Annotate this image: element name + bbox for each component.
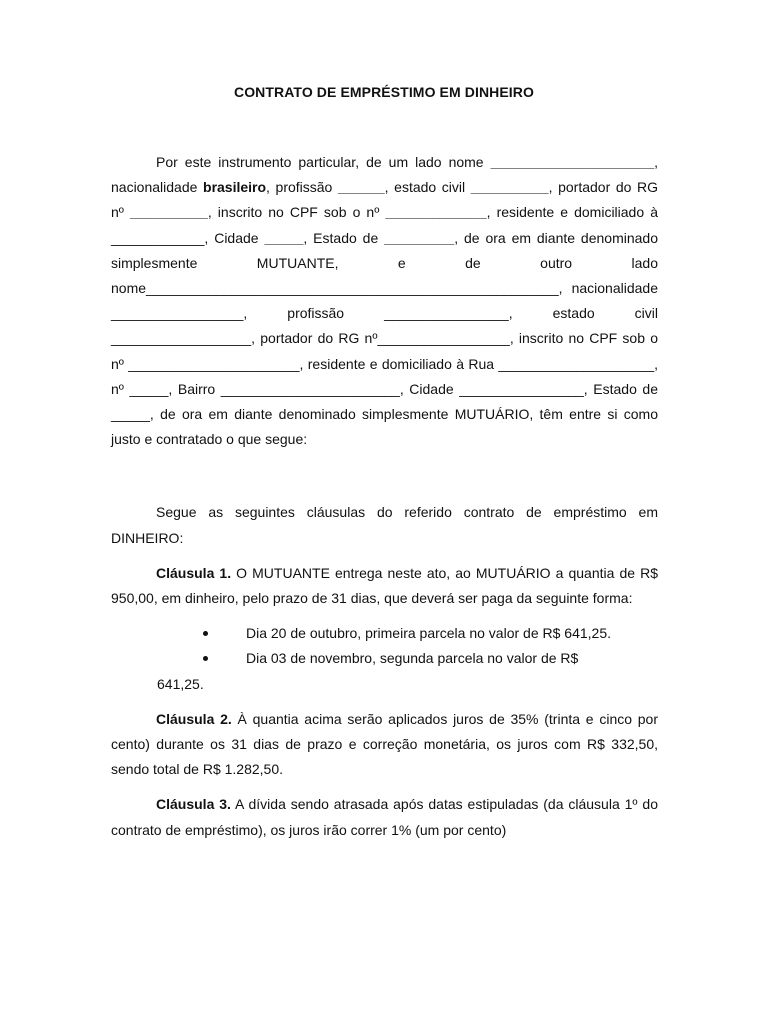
installment-1-text: Dia 20 de outubro, primeira parcela no valor de R$ 641,25. [246,625,611,642]
lender-state-blank: _________ [384,229,455,246]
lender-cpf-blank: _____________ [385,204,487,221]
contract-body [111,150,658,843]
clause-3-paragraph [111,792,658,842]
lender-profession-blank: ______ [337,179,385,196]
clause-2-label: Cláusula 2. [156,710,232,727]
intro-text-3: , profissão [266,179,338,196]
contract-title: CONTRATO DE EMPRÉSTIMO EM DINHEIRO [233,84,534,100]
lender-name-blank: _____________________ [490,154,655,170]
intro-text-8: , Estado de [303,229,385,246]
intro-paragraph [111,150,658,452]
intro-text-6: , inscrito no CPF sob o nº [207,204,386,221]
clause-1-text: O MUTUANTE entrega neste ato, ao MUTUÁRIO a quantia de R$ 950,00, em dinheiro, pelo prazo de 31 dias, que deverá ser paga da seguinte forma: [111,564,659,607]
lender-city-blank: _____ [264,229,304,246]
clause-1-paragraph [111,561,658,611]
intro-text-9: , de ora em diante denominado simplesmente MUTUANTE, e de outro lado nome_____________________________________________________, nacionalidade _________________, profissão ________________, estado civil __________________, portador do RG nº_________________, inscrito no CPF sob o nº ______________________, residente e domiciliado à Rua ____________________, nº _____, Bairro _______________________, Cidade ________________, Estado de _____, de ora em diante denominado simplesmente MUTUÁRIO, têm entre si como justo e contratado o que segue: [111,229,658,448]
list-item [111,621,658,646]
clause-3-label: Cláusula 3. [156,796,231,813]
installment-2-continuation: 641,25. [157,675,204,692]
intro-text-5: , portador do RG nº [111,179,659,221]
list-item [111,646,658,696]
intro-text-7: , residente e domiciliado à ____________, Cidade [111,204,658,246]
lender-rg-blank: __________ [129,204,208,221]
lender-civil-status-blank: __________ [470,179,549,196]
intro-text-2: , nacionalidade [111,154,658,196]
bullet-icon [203,656,208,661]
installment-2-text: Dia 03 de novembro, segunda parcela no valor de R$ [246,650,579,667]
clause-2-paragraph [111,707,658,783]
clause-1-label: Cláusula 1. [156,564,232,581]
bullet-icon [203,631,208,636]
intro-text-1: Por este instrumento particular, de um lado nome [156,154,491,170]
installments-list [111,621,658,697]
clauses-intro-paragraph: Segue as seguintes cláusulas do referido contrato de empréstimo em DINHEIRO: [111,504,658,546]
intro-text-4: , estado civil [384,179,471,196]
clause-2-text: À quantia acima serão aplicados juros de 35% (trinta e cinco por cento) durante os 31 dias de prazo e correção monetária, os juros com R$ 332,50, sendo total de R$ 1.282,50. [111,710,658,778]
lender-nationality: brasileiro [203,179,267,196]
clause-3-text: A dívida sendo atrasada após datas estipuladas (da cláusula 1º do contrato de empréstimo), os juros irão correr 1% (um por cento) [111,796,658,838]
